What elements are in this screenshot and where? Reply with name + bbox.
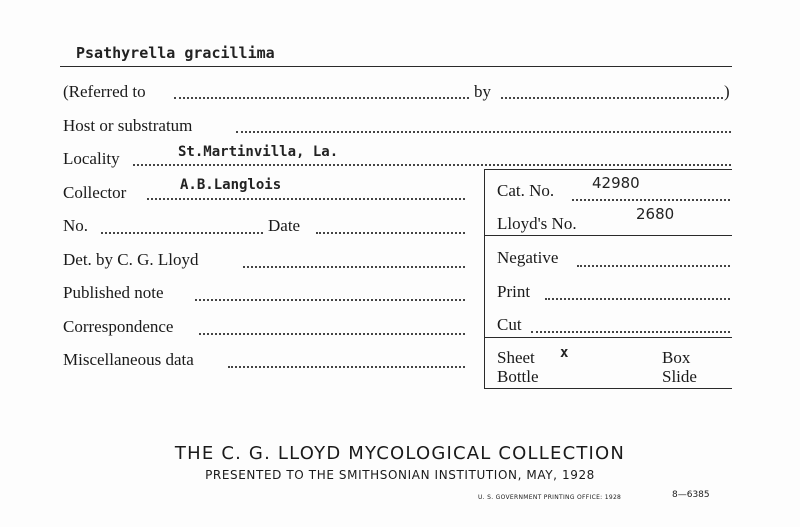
bottle-label: Bottle <box>497 367 539 386</box>
no-label: No. <box>63 216 89 235</box>
negative-label: Negative <box>497 248 559 267</box>
cut-underline <box>484 337 732 338</box>
correspondence-label: Correspondence <box>63 317 174 336</box>
det-by-label: Det. by C. G. Lloyd <box>63 250 199 269</box>
cat-no-line <box>572 199 730 201</box>
date-line <box>316 232 465 234</box>
negative-line <box>577 265 730 267</box>
host-label: Host or substratum <box>63 116 193 135</box>
no-line <box>101 232 263 234</box>
lloyds-no-label: Lloyd's No. <box>497 214 577 233</box>
correspondence-line <box>199 333 465 335</box>
cut-label: Cut <box>497 315 522 334</box>
host-line <box>236 131 731 133</box>
cat-no-value: 42980 <box>592 174 640 192</box>
sheet-mark: x <box>560 345 569 361</box>
by-label: by <box>474 82 491 101</box>
close-paren: ) <box>724 82 730 101</box>
locality-label: Locality <box>63 149 120 168</box>
cut-line <box>531 331 730 333</box>
slide-label: Slide <box>662 367 697 386</box>
published-note-line <box>195 299 465 301</box>
collector-value: A.B.Langlois <box>180 177 282 193</box>
det-by-line <box>243 266 465 268</box>
printing-office-note: U. S. GOVERNMENT PRINTING OFFICE: 1928 <box>478 494 622 501</box>
locality-value: St.Martinvilla, La. <box>178 144 339 160</box>
print-line <box>545 298 730 300</box>
box-bottom-line <box>484 388 732 389</box>
misc-data-label: Miscellaneous data <box>63 350 194 369</box>
name-line <box>60 66 732 67</box>
form-code: 8—6385 <box>672 490 710 500</box>
collector-label: Collector <box>63 183 127 202</box>
print-label: Print <box>497 282 531 301</box>
date-label: Date <box>268 216 301 235</box>
box-left-line <box>484 169 485 388</box>
locality-line <box>133 164 731 166</box>
box-top-line <box>484 169 732 170</box>
collector-line <box>147 198 465 200</box>
lloyds-no-line <box>484 235 732 236</box>
collection-title: THE C. G. LLOYD MYCOLOGICAL COLLECTION <box>174 443 626 464</box>
box-label: Box <box>662 348 691 367</box>
species-name: Psathyrella gracillima <box>76 44 275 62</box>
collection-subtitle: PRESENTED TO THE SMITHSONIAN INSTITUTION, MAY, 1928 <box>205 468 595 482</box>
misc-data-line <box>228 366 465 368</box>
published-note-label: Published note <box>63 283 164 302</box>
sheet-label: Sheet <box>497 348 535 367</box>
cat-no-label: Cat. No. <box>497 181 555 200</box>
referred-to-label: (Referred to <box>63 82 146 101</box>
lloyds-no-value: 2680 <box>636 205 675 223</box>
referred-to-line <box>174 97 469 99</box>
by-line <box>501 97 723 99</box>
